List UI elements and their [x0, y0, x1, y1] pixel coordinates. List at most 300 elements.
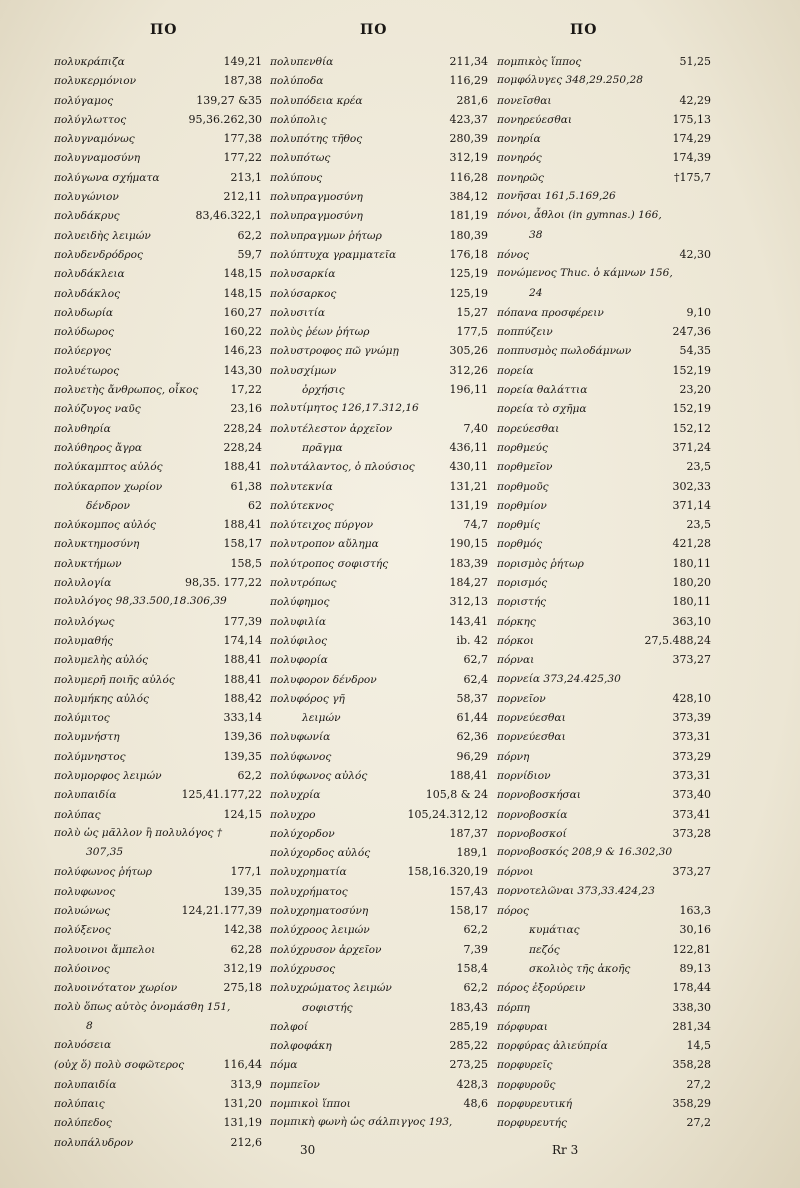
entry-term: πορνεύεσθαι — [497, 731, 566, 744]
index-entry — [270, 341, 488, 360]
entry-reference: 428,10 — [672, 691, 711, 705]
index-entry — [270, 766, 488, 785]
entry-reference: 285,19 — [449, 1019, 488, 1033]
entry-reference: 188,41 — [223, 653, 262, 667]
index-entry — [54, 940, 262, 959]
entry-reference: 175,13 — [672, 112, 711, 126]
index-entry — [270, 380, 488, 399]
index-entry — [497, 226, 711, 245]
entry-reference: 428,3 — [456, 1077, 488, 1091]
entry-term: πορνεῖον — [497, 692, 546, 705]
index-entry — [497, 206, 711, 225]
entry-reference: 188,41 — [223, 672, 262, 686]
entry-term: πολυειδὴς λειμών — [54, 229, 151, 242]
index-entry — [54, 438, 262, 457]
entry-term: πολυετὴς ἄνθρωπος, οἶκος — [54, 384, 199, 397]
running-head-right: ΠΟ — [570, 22, 598, 38]
index-entry — [497, 650, 711, 669]
entry-reference: 184,27 — [449, 576, 488, 590]
index-entry — [497, 1055, 711, 1074]
index-entry — [270, 1075, 488, 1094]
index-entry — [497, 862, 711, 881]
entry-term: πολυγώνιον — [54, 191, 119, 204]
entry-reference: 180,20 — [672, 576, 711, 590]
index-entry — [497, 708, 711, 727]
index-entry — [54, 1017, 262, 1036]
entry-reference: 312,26 — [449, 363, 488, 377]
page-number: 30 — [300, 1143, 316, 1157]
running-head-center: ΠΟ — [360, 22, 388, 38]
entry-reference: 177,39 — [223, 614, 262, 628]
entry-reference: 62,28 — [230, 942, 262, 956]
entry-term: πορισμός — [497, 577, 548, 590]
entry-reference: 158,16.320,19 — [407, 865, 488, 879]
index-entry — [54, 862, 262, 881]
index-entry — [54, 554, 262, 573]
entry-term: πολυτάλαντος, ὁ πλούσιος — [270, 461, 415, 474]
index-entry — [54, 670, 262, 689]
index-entry — [54, 52, 262, 71]
index-entry — [497, 361, 711, 380]
entry-reference: 213,1 — [230, 170, 262, 184]
index-entry — [270, 1055, 488, 1074]
index-entry — [270, 708, 488, 727]
index-entry — [497, 129, 711, 148]
entry-reference: 358,29 — [672, 1097, 711, 1111]
index-entry — [270, 129, 488, 148]
entry-reference: 280,39 — [449, 132, 488, 146]
index-entry — [54, 1075, 262, 1094]
entry-reference: 187,38 — [223, 74, 262, 88]
index-entry — [270, 862, 488, 881]
index-entry — [270, 496, 488, 515]
entry-reference: 247,36 — [672, 325, 711, 339]
index-entry — [54, 264, 262, 283]
entry-term: πολύγαμος — [54, 94, 114, 107]
entry-reference: 281,6 — [456, 93, 488, 107]
index-entry — [270, 727, 488, 746]
index-entry — [54, 187, 262, 206]
entry-term: πολύγωνα σχήματα — [54, 171, 160, 184]
index-entry — [497, 168, 711, 187]
index-entry — [270, 91, 488, 110]
entry-term: πολυόσεια — [54, 1039, 112, 1052]
index-entry — [497, 110, 711, 129]
entry-reference: 125,41.177,22 — [181, 788, 262, 802]
index-entry — [54, 129, 262, 148]
entry-reference: 51,25 — [679, 55, 711, 68]
index-entry — [270, 785, 488, 804]
entry-term: σκολιὸς τῆς ἀκοῆς — [529, 962, 631, 975]
index-entry — [54, 747, 262, 766]
entry-term: 24 — [529, 286, 543, 299]
entry-reference: 211,34 — [449, 55, 488, 68]
entry-reference: 373,29 — [672, 749, 711, 763]
entry-term: πολυκτήμων — [54, 557, 122, 570]
index-entry — [270, 168, 488, 187]
entry-reference: 122,81 — [672, 942, 711, 956]
entry-reference: 158,17 — [449, 904, 488, 918]
index-entry — [497, 341, 711, 360]
entry-reference: 59,7 — [237, 247, 262, 261]
entry-reference: 188,41 — [223, 518, 262, 532]
entry-reference: 158,5 — [230, 556, 262, 570]
index-entry — [54, 959, 262, 978]
index-entry — [54, 515, 262, 534]
index-entry — [497, 245, 711, 264]
entry-reference: 146,23 — [223, 344, 262, 358]
entry-term: ποππυσμὸς πωλοδάμνων — [497, 345, 632, 358]
index-entry — [270, 592, 488, 611]
entry-reference: 183,39 — [449, 556, 488, 570]
index-entry — [54, 573, 262, 592]
entry-reference: 148,15 — [223, 267, 262, 281]
entry-reference: 116,44 — [223, 1058, 262, 1072]
index-entry — [54, 1036, 262, 1055]
entry-term: πορθμοῦς — [497, 480, 549, 493]
entry-term: πορνίδιον — [497, 769, 551, 782]
entry-term: πρᾶγμα — [302, 441, 343, 454]
index-entry — [54, 766, 262, 785]
entry-term: πομπεῖον — [270, 1078, 320, 1091]
entry-term: πορεία τὸ σχῆμα — [497, 403, 587, 416]
entry-term: πονηρία — [497, 133, 541, 146]
entry-reference: 178,44 — [672, 981, 711, 995]
index-entry — [54, 148, 262, 167]
entry-reference: 313,9 — [230, 1077, 262, 1091]
index-entry — [270, 206, 488, 225]
index-entry — [497, 52, 711, 71]
index-entry — [270, 477, 488, 496]
entry-reference: 273,25 — [449, 1058, 488, 1072]
entry-reference: 131,20 — [223, 1097, 262, 1111]
entry-term: πολυκερμόνιον — [54, 75, 137, 88]
entry-reference: 62,4 — [463, 672, 488, 686]
entry-term: πολύπαις — [54, 1098, 105, 1111]
entry-reference: 61,44 — [456, 711, 488, 725]
entry-reference: 61,38 — [230, 479, 262, 493]
entry-reference: 436,11 — [449, 440, 488, 454]
index-entry — [497, 631, 711, 650]
entry-reference: 373,39 — [672, 711, 711, 725]
index-entry — [270, 534, 488, 553]
index-entry — [497, 727, 711, 746]
entry-term: πολύπας — [54, 808, 101, 821]
index-entry — [270, 631, 488, 650]
index-entry — [270, 882, 488, 901]
index-entry — [497, 477, 711, 496]
entry-term: πορφύρας ἀλιεύπρία — [497, 1040, 608, 1053]
entry-reference: 96,29 — [456, 749, 488, 763]
entry-term: πολυδενδρόδρος — [54, 248, 143, 261]
entry-term: πομπικὸς ἵππος — [497, 56, 582, 68]
entry-term: πορνοβοσκοί — [497, 827, 567, 840]
entry-term: πορθμίς — [497, 519, 540, 532]
index-entry — [54, 380, 262, 399]
entry-reference: 196,11 — [449, 383, 488, 397]
entry-reference: 152,19 — [672, 402, 711, 416]
entry-reference: 312,19 — [223, 961, 262, 975]
entry-term: πολυπόδεια κρέα — [270, 94, 363, 107]
entry-reference: 143,30 — [223, 363, 262, 377]
entry-term: ποππύζειν — [497, 326, 553, 339]
entry-term: 38 — [529, 228, 543, 241]
index-entry — [497, 1017, 711, 1036]
index-entry — [270, 1113, 488, 1132]
entry-reference: 124,21.177,39 — [181, 904, 262, 918]
entry-term: πορνοτελῶναι 373,33.424,23 — [497, 884, 655, 897]
entry-term: δένδρον — [86, 499, 130, 512]
index-entry — [497, 1094, 711, 1113]
entry-reference: 371,24 — [672, 440, 711, 454]
index-entry — [54, 341, 262, 360]
entry-term: πολυγναμόνως — [54, 133, 135, 146]
entry-term: πολυπραγμοσύνη — [270, 210, 363, 223]
index-entry — [270, 824, 488, 843]
index-entry — [54, 303, 262, 322]
entry-term: πολυφωνία — [270, 731, 331, 744]
entry-term: πολυστροφος πῶ γνώμῃ — [270, 345, 399, 358]
entry-reference: 180,11 — [672, 595, 711, 609]
index-entry — [497, 573, 711, 592]
entry-term: πολυοινοι ἄμπελοι — [54, 943, 156, 956]
entry-term: πόρος ἐξορύρειν — [497, 982, 586, 995]
index-entry — [270, 940, 488, 959]
entry-term: πολυχρηματοσύνη — [270, 905, 369, 918]
entry-term: πομπικὴ φωνὴ ὡς σάλπιγγος 193, — [270, 1116, 453, 1129]
entry-term: πολύμιτος — [54, 712, 110, 725]
entry-term: πολυώνως — [54, 905, 111, 918]
entry-term: πολυδάκρυς — [54, 210, 120, 223]
entry-term: πορφυρευτής — [497, 1117, 567, 1130]
entry-reference: 384,12 — [449, 190, 488, 204]
entry-reference: 139,35 — [223, 749, 262, 763]
index-entry — [497, 457, 711, 476]
entry-reference: 62,2 — [463, 923, 488, 937]
entry-reference: 62 — [248, 498, 262, 512]
entry-term: πολυμήκης αὐλός — [54, 692, 149, 705]
index-entry — [54, 592, 262, 611]
entry-term: πολύμνηστος — [54, 750, 126, 763]
index-entry — [270, 438, 488, 457]
index-entry — [54, 805, 262, 824]
index-entry — [497, 71, 711, 90]
index-entry — [270, 843, 488, 862]
entry-reference: 363,10 — [672, 614, 711, 628]
entry-reference: 27,2 — [686, 1116, 711, 1130]
entry-reference: 312,19 — [449, 151, 488, 165]
entry-term: πόρνη — [497, 750, 530, 763]
entry-term: πολυπραγμων ῥήτωρ — [270, 229, 382, 242]
entry-reference: 285,22 — [449, 1039, 488, 1053]
entry-term: πονηρός — [497, 152, 542, 165]
entry-term: πολύχορδον — [270, 827, 335, 840]
index-entry — [497, 689, 711, 708]
index-entry — [54, 631, 262, 650]
entry-reference: 180,11 — [672, 556, 711, 570]
index-entry — [497, 264, 711, 283]
entry-term: πολυτρόπως — [270, 577, 337, 590]
entry-reference: 98,35. 177,22 — [185, 576, 262, 590]
index-entry — [497, 920, 711, 939]
entry-term: πολύκαμπτος αὐλός — [54, 461, 163, 474]
entry-reference: 62,7 — [463, 653, 488, 667]
index-entry — [54, 920, 262, 939]
entry-reference: 42,29 — [679, 93, 711, 107]
entry-reference: 131,21 — [449, 479, 488, 493]
entry-term: πολυπενθία — [270, 56, 334, 68]
index-entry — [270, 322, 488, 341]
entry-term: πολυφορία — [270, 654, 328, 667]
entry-term: 307,35 — [86, 846, 124, 859]
entry-reference: 62,2 — [463, 981, 488, 995]
entry-reference: 421,28 — [672, 537, 711, 551]
index-entry — [54, 901, 262, 920]
entry-term: πολύποδα — [270, 75, 324, 88]
index-entry — [497, 554, 711, 573]
index-entry — [270, 52, 488, 71]
entry-reference: 373,41 — [672, 807, 711, 821]
entry-term: πολυλογία — [54, 577, 112, 590]
entry-term: πολυφωνος — [54, 885, 116, 898]
entry-term: πολυχρο — [270, 808, 316, 821]
entry-term: πολυλόγως — [54, 615, 115, 628]
entry-term: πολυδάκλος — [54, 287, 120, 300]
entry-term: πόρος — [497, 905, 529, 918]
entry-term: πόπανα προσφέρειν — [497, 306, 604, 319]
entry-term: πόρνοι — [497, 866, 534, 879]
entry-term: πορνοβοσκός 208,9 & 16.302,30 — [497, 846, 673, 859]
index-entry — [497, 824, 711, 843]
entry-reference: 143,41 — [449, 614, 488, 628]
index-entry — [497, 959, 711, 978]
index-entry — [54, 708, 262, 727]
entry-reference: 373,31 — [672, 730, 711, 744]
entry-term: πορισμὸς ῥήτωρ — [497, 557, 584, 570]
entry-term: πολυμορφος λειμών — [54, 769, 162, 782]
entry-reference: †175,7 — [674, 170, 711, 184]
entry-term: πόρφυραι — [497, 1020, 548, 1033]
entry-term: πονώμενος Thuc. ὁ κάμνων 156, — [497, 267, 673, 280]
entry-reference: 188,42 — [223, 691, 262, 705]
index-entry — [54, 245, 262, 264]
entry-reference: 373,28 — [672, 826, 711, 840]
entry-term: πόνοι, ἆθλοι (in gymnas.) 166, — [497, 209, 662, 222]
entry-term: πορθμεῖον — [497, 461, 553, 474]
entry-term: πολυσχίμων — [270, 364, 337, 377]
index-entry — [54, 322, 262, 341]
entry-reference: 333,14 — [223, 711, 262, 725]
entry-term: πορνοβοσκήσαι — [497, 789, 581, 802]
entry-term: πομπικοὶ ἵπποι — [270, 1098, 351, 1111]
entry-term: πολυθηρία — [54, 422, 111, 435]
entry-reference: 149,21 — [223, 55, 262, 68]
entry-term: πολυοινότατον χωρίον — [54, 982, 178, 995]
index-entry — [54, 650, 262, 669]
entry-term: πολυσαρκία — [270, 268, 336, 281]
entry-term: πολύχρυσος — [270, 962, 336, 975]
entry-reference: 373,31 — [672, 768, 711, 782]
index-column-3 — [497, 52, 711, 1133]
index-entry — [270, 554, 488, 573]
index-entry — [270, 187, 488, 206]
entry-term: πολὺ ὡς μᾶλλον ἢ πολυλόγος † — [54, 826, 223, 839]
entry-term: πόρπη — [497, 1001, 530, 1014]
entry-term: 8 — [86, 1019, 93, 1032]
index-entry — [54, 534, 262, 553]
entry-reference: 177,1 — [230, 865, 262, 879]
entry-reference: 131,19 — [449, 498, 488, 512]
entry-reference: 142,38 — [223, 923, 262, 937]
index-entry — [497, 380, 711, 399]
entry-term: πολύπους — [270, 171, 323, 184]
index-entry — [270, 920, 488, 939]
entry-reference: 228,24 — [223, 421, 262, 435]
entry-term: πονῆσαι 161,5.169,26 — [497, 190, 616, 203]
index-entry — [54, 882, 262, 901]
index-entry — [497, 1036, 711, 1055]
entry-reference: 62,2 — [237, 768, 262, 782]
index-entry — [270, 998, 488, 1017]
entry-reference: 176,18 — [449, 247, 488, 261]
entry-reference: 23,5 — [686, 518, 711, 532]
entry-reference: 158,4 — [456, 961, 488, 975]
entry-reference: 131,19 — [223, 1116, 262, 1130]
entry-term: πολυτέλεστον ἀρχεῖον — [270, 422, 393, 435]
index-entry — [270, 1036, 488, 1055]
index-entry — [497, 612, 711, 631]
entry-reference: 338,30 — [672, 1000, 711, 1014]
entry-reference: 15,27 — [456, 305, 488, 319]
running-header — [0, 22, 800, 42]
entry-reference: 125,19 — [449, 286, 488, 300]
index-entry — [54, 843, 262, 862]
entry-reference: 188,41 — [223, 460, 262, 474]
entry-reference: 116,28 — [449, 170, 488, 184]
entry-reference: 312,13 — [449, 595, 488, 609]
index-entry — [497, 1113, 711, 1132]
entry-term: πολύκομπος αὐλός — [54, 519, 156, 532]
index-entry — [497, 148, 711, 167]
entry-reference: 124,15 — [223, 807, 262, 821]
entry-term: πορθμός — [497, 538, 543, 551]
entry-term: πορεία θαλάττια — [497, 384, 588, 397]
index-entry — [270, 284, 488, 303]
entry-term: πονηρῶς — [497, 171, 544, 184]
entry-term: πολυπότης τῆθος — [270, 133, 363, 146]
entry-term: πολυκτημοσύνη — [54, 538, 140, 551]
index-entry — [270, 689, 488, 708]
index-entry — [54, 1055, 262, 1074]
entry-reference: 187,37 — [449, 826, 488, 840]
entry-reference: 305,26 — [449, 344, 488, 358]
index-entry — [270, 573, 488, 592]
entry-reference: 148,15 — [223, 286, 262, 300]
index-entry — [270, 226, 488, 245]
entry-reference: 160,27 — [223, 305, 262, 319]
index-entry — [497, 187, 711, 206]
index-entry — [54, 284, 262, 303]
entry-reference: 181,19 — [449, 209, 488, 223]
entry-term: πορφυροῦς — [497, 1078, 556, 1091]
entry-reference: 281,34 — [672, 1019, 711, 1033]
entry-term: πολύπεδος — [54, 1117, 112, 1130]
index-entry — [270, 612, 488, 631]
entry-reference: 163,3 — [679, 904, 711, 918]
index-entry — [54, 612, 262, 631]
index-entry — [54, 399, 262, 418]
entry-reference: 183,43 — [449, 1000, 488, 1014]
